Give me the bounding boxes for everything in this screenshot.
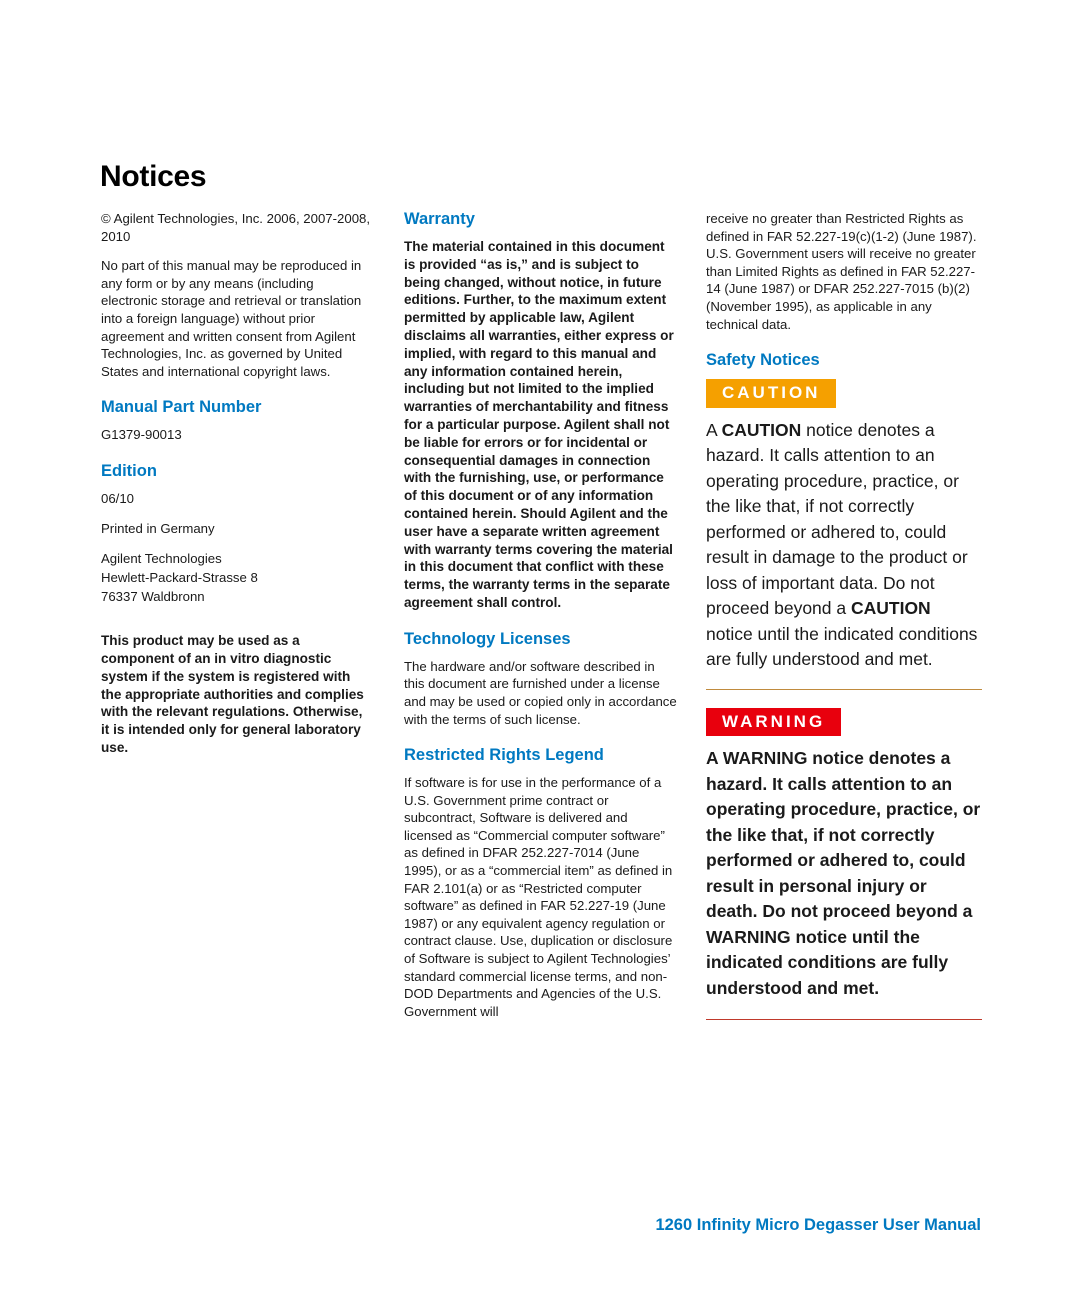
column-warranty — [404, 210, 678, 1032]
caution-text-part-3: notice until the indicated conditions are fully understood and met. — [706, 623, 978, 670]
printed-in: Printed in Germany — [101, 520, 215, 536]
warranty-heading: Warranty — [404, 210, 475, 228]
address-line-3: 76337 Waldbronn — [101, 589, 205, 605]
column1-spacer — [101, 606, 373, 632]
edition-heading: Edition — [101, 461, 157, 480]
reproduction-notice: No part of this manual may be reproduced in any form or by any means (including electronic storage and retrieval or translation into a foreign language) without prior agreement and written consent from Agilent Technologies, Inc. as governed by United States and international copyright laws. — [101, 258, 362, 379]
caution-keyword-1: CAUTION — [721, 419, 802, 440]
page-title: Notices — [100, 160, 207, 193]
warning-divider — [706, 1019, 982, 1020]
restricted-rights-legend-heading: Restricted Rights Legend — [404, 746, 604, 765]
address-line-1: Agilent Technologies — [101, 551, 222, 567]
copyright-text: © Agilent Technologies, Inc. 2006, 2007-2008, 2010 — [101, 211, 371, 244]
caution-badge: CAUTION — [706, 379, 836, 408]
caution-notice-text — [706, 418, 982, 673]
restricted-rights-text: If software is for use in the performance of a U.S. Government prime contract or subcontract, Software is delivered and licensed as “Commercial computer software” as defined in DFAR 252.227-7014 (June 1995), or as a “commercial item” as defined in FAR 2.101(a) or as “Restricted computer software” as defined in FAR 52.227-19 (June 1987) or any equivalent agency regulation or contract clause. Use, duplication or disclosure of Software is subject to Agilent Technologies’ standard commercial license terms, and non-DOD Departments and Agencies of the U.S. Government will — [404, 775, 673, 1019]
warning-badge: WARNING — [706, 708, 841, 737]
warning-notice-text: A WARNING notice denotes a hazard. It calls attention to an operating procedure, practice, or the like that, if not correctly performed or adhered to, could result in personal injury or death. Do not proceed beyond a WARNING notice until the indicated conditions are fully understood and met. — [706, 748, 981, 998]
caution-keyword-2: CAUTION — [850, 598, 931, 619]
column-legal-info — [101, 210, 373, 769]
column-safety — [706, 210, 982, 1038]
manual-part-number-heading: Manual Part Number — [101, 398, 262, 417]
footer-manual-title: 1260 Infinity Micro Degasser User Manual — [655, 1216, 981, 1234]
caution-divider — [706, 689, 982, 690]
caution-text-part-2: notice denotes a hazard. It calls attention to an operating procedure, practice, or the like that, if not correctly performed or adhered to, could result in damage to the product or loss of important data. Do not proceed beyond a — [706, 419, 968, 619]
technology-licenses-text: The hardware and/or software described in this document are furnished under a license and may be used or copied only in accordance with the terms of such license. — [404, 658, 677, 727]
restricted-rights-continued-text: receive no greater than Restricted Rights as defined in FAR 52.227-19(c)(1-2) (June 1987). U.S. Government users will receive no greater than Limited Rights as defined in FAR 52.227-14 (June 1987) or DFAR 252.227-7015 (b)(2) (November 1995), as applicable in any technical data. — [706, 211, 977, 332]
technology-licenses-heading: Technology Licenses — [404, 629, 571, 648]
in-vitro-diagnostic-note: This product may be used as a component of an in vitro diagnostic system if the system is registered with the appropriate authorities and complies with the relevant regulations. Otherwise, it is intended only for general laboratory use. — [101, 633, 364, 755]
address-line-2: Hewlett-Packard-Strasse 8 — [101, 570, 258, 586]
safety-notices-heading: Safety Notices — [706, 351, 820, 370]
manual-part-number-value: G1379-90013 — [101, 427, 182, 443]
caution-text-part-1: A — [706, 419, 722, 440]
edition-value: 06/10 — [101, 490, 135, 506]
warranty-text: The material contained in this document is provided “as is,” and is subject to being changed, without notice, in future editions. Further, to the maximum extent permitted by applicable law, Agilent disclaims all warranties, either express or implied, with regard to this manual and any information contained herein, including but not limited to the implied warranties of merchantability and fitness for a particular purpose. Agilent shall not be liable for errors or for incidental or consequential damages in connection with the furnishing, use, or performance of this document or of any information contained herein. Should Agilent and the user have a separate written agreement with warranty terms covering the material in this document that conflict with these terms, the warranty terms in the separate agreement shall control. — [404, 239, 674, 610]
